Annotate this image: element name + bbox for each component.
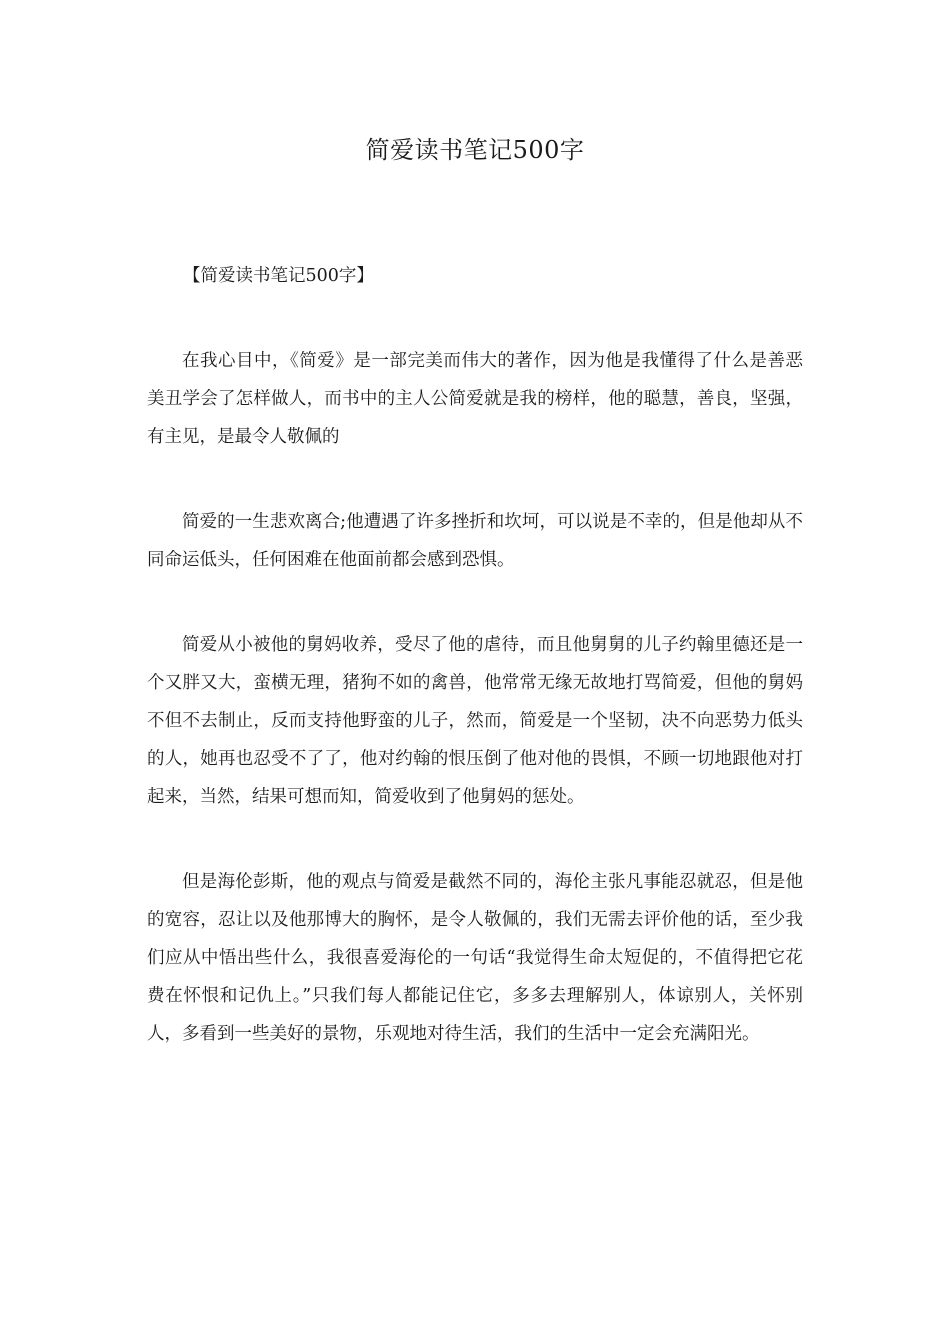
document-title: 简爱读书笔记500字 bbox=[365, 136, 585, 164]
document-body bbox=[147, 258, 803, 1100]
paragraph-1: 在我心目中，《简爱》是一部完美而伟大的著作，因为他是我懂得了什么是善恶美丑学会了怎样做人，而书中的主人公简爱就是我的榜样，他的聪慧，善良，坚强，有主见，是最令人敬佩的 bbox=[147, 351, 803, 447]
document-subtitle: 【简爱读书笔记500字】 bbox=[183, 266, 374, 286]
paragraph-3: 简爱从小被他的舅妈收养，受尽了他的虐待，而且他舅舅的儿子约翰里德还是一个又胖又大，蛮横无理，猪狗不如的禽兽，他常常无缘无故地打骂简爱，但他的舅妈不但不去制止，反而支持他野蛮的儿子，然而，简爱是一个坚韧，决不向恶势力低头的人，她再也忍受不了了，他对约翰的恨压倒了他对他的畏惧，不顾一切地跟他对打起来，当然，结果可想而知，简爱收到了他舅妈的惩处。 bbox=[147, 635, 803, 807]
paragraph-2: 简爱的一生悲欢离合;他遭遇了许多挫折和坎坷，可以说是不幸的，但是他却从不同命运低头，任何困难在他面前都会感到恐惧。 bbox=[147, 512, 803, 570]
paragraph-4: 但是海伦彭斯，他的观点与简爱是截然不同的，海伦主张凡事能忍就忍，但是他的宽容，忍让以及他那博大的胸怀，是令人敬佩的，我们无需去评价他的话，至少我们应从中悟出些什么，我很喜爱海伦的一句话“我觉得生命太短促的，不值得把它花费在怀恨和记仇上。”只我们每人都能记住它，多多去理解别人，体谅别人，关怀别人，多看到一些美好的景物，乐观地对待生活，我们的生活中一定会充满阳光。 bbox=[147, 872, 803, 1044]
